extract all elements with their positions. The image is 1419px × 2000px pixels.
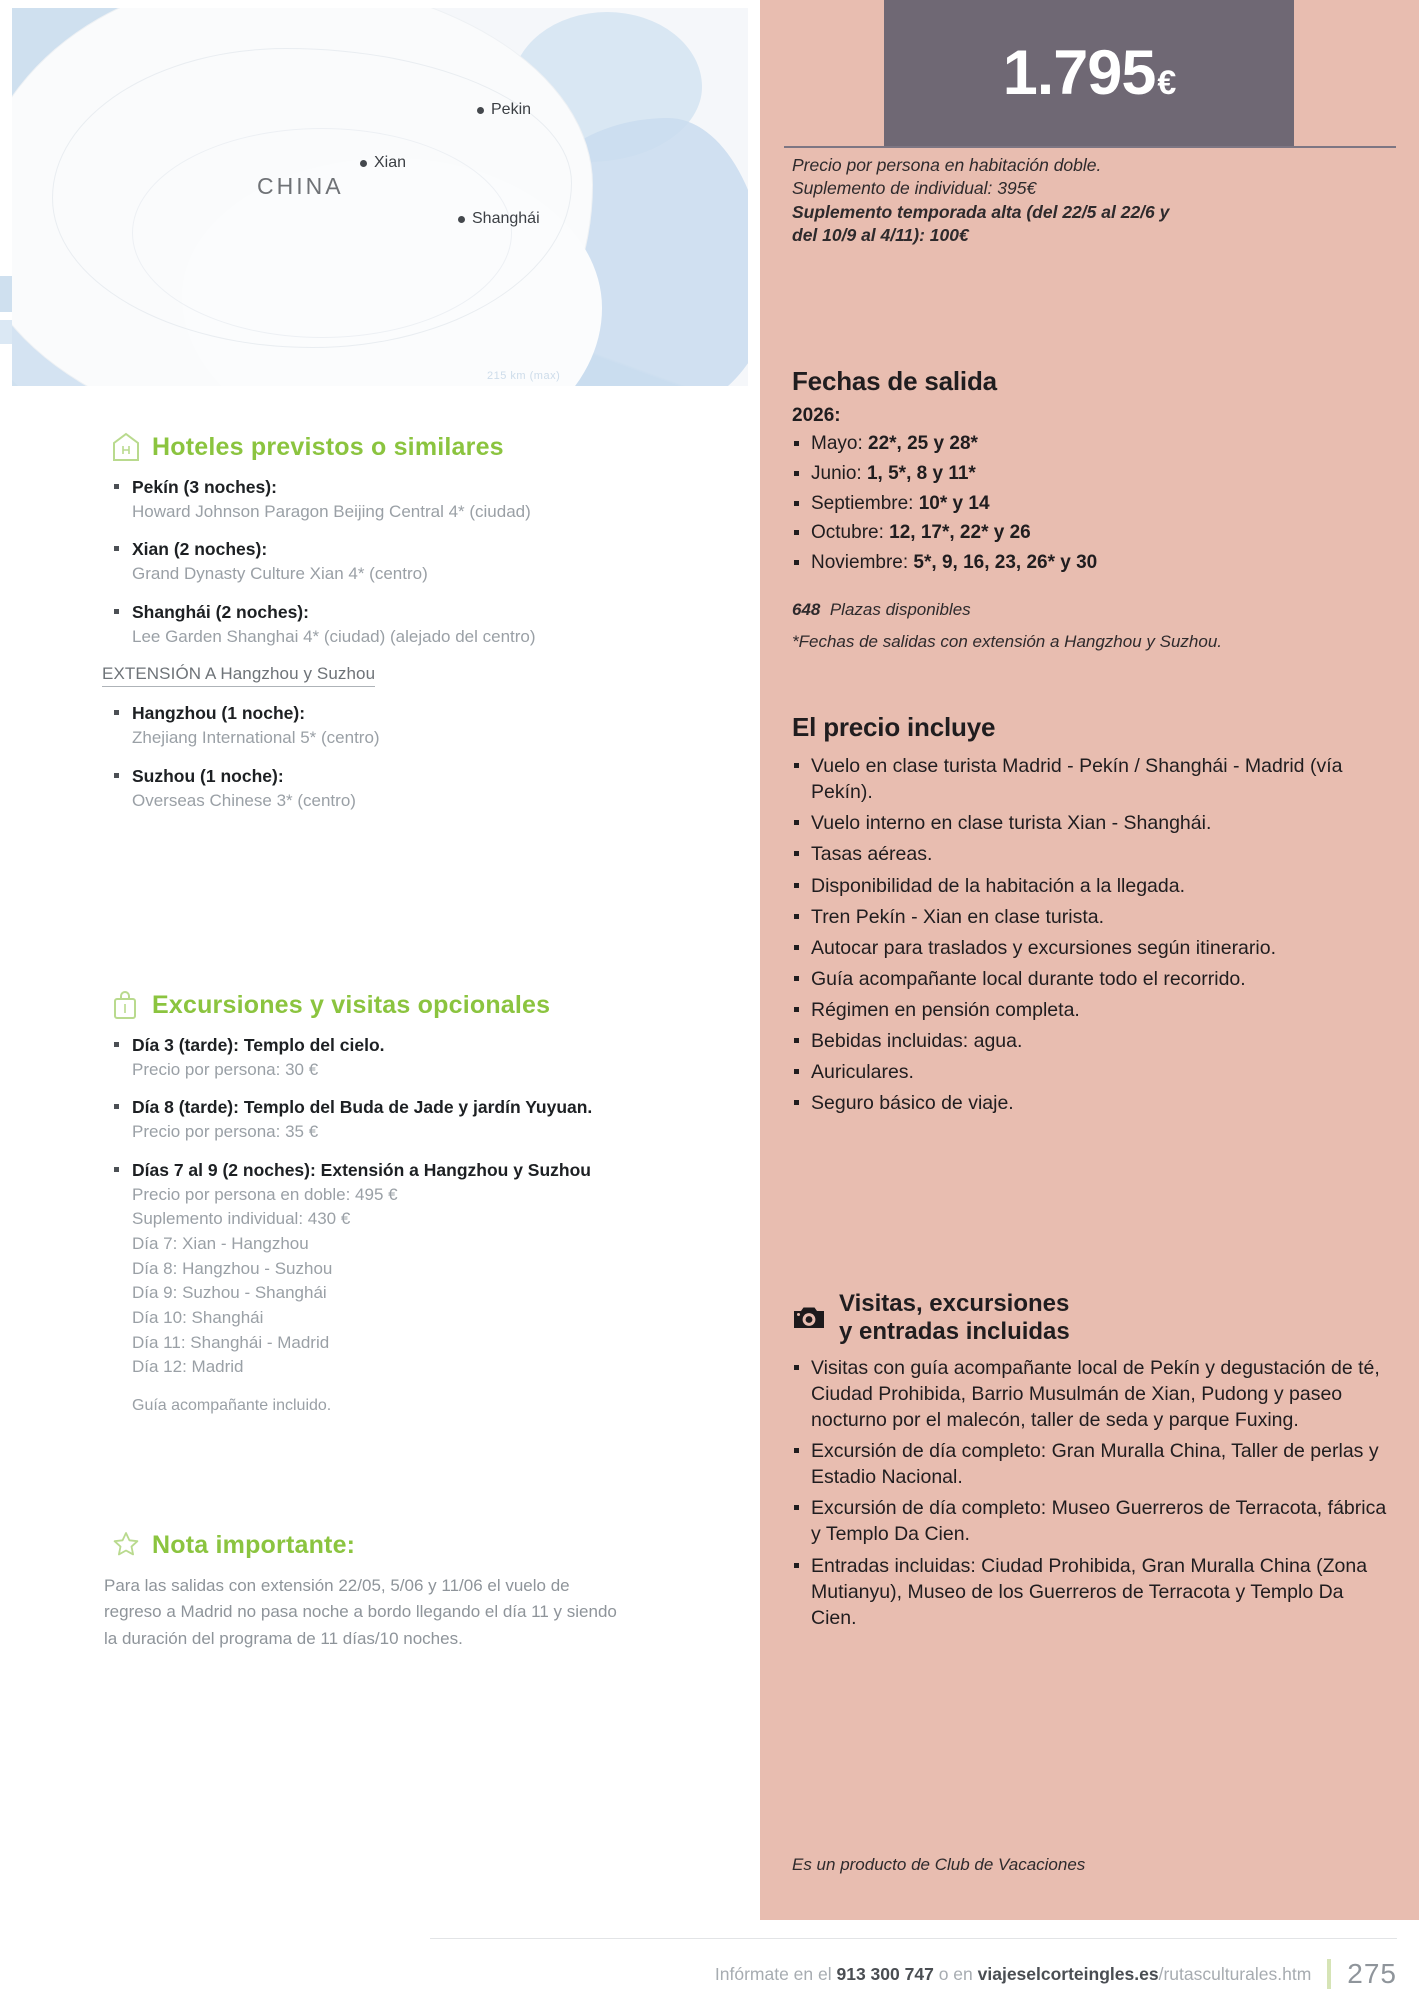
list-item: Régimen en pensión completa. bbox=[792, 997, 1392, 1023]
list-item bbox=[112, 1095, 712, 1144]
departures-year: 2026: bbox=[792, 405, 841, 426]
price-notes bbox=[792, 154, 1392, 247]
footer-divider bbox=[430, 1938, 1397, 1939]
departure-days: 12, 17*, 22* y 26 bbox=[889, 522, 1031, 544]
visits-heading-text bbox=[839, 1290, 1070, 1346]
excursions-heading bbox=[112, 990, 712, 1020]
visits-section bbox=[792, 1290, 1392, 1636]
list-item bbox=[112, 701, 712, 750]
right-column bbox=[760, 0, 1419, 1920]
price-divider bbox=[784, 146, 1396, 148]
price-amount bbox=[1002, 37, 1176, 108]
price-badge bbox=[884, 0, 1294, 146]
list-item bbox=[792, 550, 1392, 576]
price-value: 1.795 bbox=[1002, 37, 1156, 108]
excursions-heading-label: Excursiones y visitas opcionales bbox=[152, 990, 551, 1019]
list-item bbox=[112, 1033, 712, 1082]
hotels-extension-list bbox=[112, 701, 712, 813]
map-city-dot-icon bbox=[477, 107, 484, 114]
seats-number: 648 bbox=[792, 600, 821, 620]
note-body: Para las salidas con extensión 22/05, 5/06 y 11/06 el vuelo de regreso a Madrid no pasa noche a bordo llegando el día 11 y siendo la duración del programa de 11 días/10 noches. bbox=[104, 1576, 617, 1648]
excursion-extension-line: Día 10: Shanghái bbox=[132, 1308, 264, 1328]
note-heading bbox=[112, 1530, 712, 1560]
excursion-title: Día 8 (tarde): Templo del Buda de Jade y jardín Yuyuan. bbox=[132, 1097, 593, 1118]
excursion-extension-footnote: Guía acompañante incluido. bbox=[132, 1396, 332, 1414]
departures-heading: Fechas de salida bbox=[792, 366, 997, 396]
list-item: Seguro básico de viaje. bbox=[792, 1090, 1392, 1116]
list-item bbox=[112, 764, 712, 813]
list-item: Excursión de día completo: Gran Muralla China, Taller de perlas y Estadio Nacional. bbox=[792, 1438, 1392, 1490]
excursion-extension-line: Día 7: Xian - Hangzhou bbox=[132, 1234, 309, 1254]
product-provider-note: Es un producto de Club de Vacaciones bbox=[792, 1855, 1086, 1874]
departures-section bbox=[792, 366, 1392, 654]
hotel-name: Grand Dynasty Culture Xian 4* (centro) bbox=[132, 564, 428, 584]
map-scale-label: 215 km (max) bbox=[487, 370, 561, 382]
departure-month: Mayo: bbox=[811, 433, 869, 454]
map-city-pekin bbox=[477, 101, 531, 119]
seats-label: Plazas disponibles bbox=[829, 600, 971, 620]
list-item bbox=[112, 537, 712, 586]
extension-label: EXTENSIÓN A Hangzhou y Suzhou bbox=[102, 664, 375, 687]
seats-available bbox=[792, 598, 1392, 623]
footer-phone[interactable]: 913 300 747 bbox=[836, 1963, 934, 1984]
visits-list bbox=[792, 1355, 1392, 1631]
footer-middle: o en bbox=[933, 1963, 978, 1984]
hotel-name: Zhejiang International 5* (centro) bbox=[132, 728, 380, 748]
list-item: Bebidas incluidas: agua. bbox=[792, 1028, 1392, 1054]
excursion-extension-line: Día 12: Madrid bbox=[132, 1357, 244, 1377]
list-item bbox=[792, 520, 1392, 546]
hotel-name: Lee Garden Shanghai 4* (ciudad) (alejado del centro) bbox=[132, 626, 536, 646]
list-item: Vuelo en clase turista Madrid - Pekín / Shanghái - Madrid (vía Pekín). bbox=[792, 753, 1392, 805]
hotel-city: Hangzhou (1 noche): bbox=[132, 703, 306, 724]
map-city-dot-icon bbox=[360, 160, 367, 167]
visits-heading bbox=[792, 1290, 1392, 1346]
excursion-extension-line: Día 11: Shanghái - Madrid bbox=[132, 1332, 330, 1352]
footer-contact bbox=[715, 1964, 1311, 1985]
footer-separator bbox=[1327, 1959, 1331, 1989]
visits-heading-line1: Visitas, excursiones bbox=[839, 1290, 1070, 1317]
hotels-heading-label: Hoteles previstos o similares bbox=[152, 432, 504, 461]
departure-days: 10* y 14 bbox=[918, 492, 990, 514]
list-item: Tren Pekín - Xian en clase turista. bbox=[792, 904, 1392, 930]
excursion-extension-title: Días 7 al 9 (2 noches): Extensión a Hangzhou y Suzhou bbox=[132, 1159, 591, 1180]
list-item bbox=[792, 491, 1392, 517]
optional-excursions-section bbox=[112, 990, 712, 1430]
departure-month: Septiembre: bbox=[811, 492, 919, 514]
page-number: 275 bbox=[1347, 1958, 1397, 1989]
list-item: Tasas aéreas. bbox=[792, 841, 1392, 867]
list-item: Autocar para traslados y excursiones según itinerario. bbox=[792, 935, 1392, 961]
bag-icon bbox=[112, 990, 140, 1020]
hotel-city: Xian (2 noches): bbox=[132, 539, 268, 560]
departure-month: Junio: bbox=[811, 462, 867, 484]
price-note-line: Precio por persona en habitación doble. bbox=[792, 155, 1102, 175]
price-note-line: Suplemento de individual: 395€ bbox=[792, 178, 1037, 199]
excursion-price: Precio por persona: 30 € bbox=[132, 1059, 319, 1079]
excursion-price: Precio por persona: 35 € bbox=[132, 1122, 319, 1142]
footer-prefix: Infórmate en el bbox=[714, 1963, 837, 1984]
departures-asterisk-note: *Fechas de salidas con extensión a Hangzhou y Suzhou. bbox=[792, 631, 1222, 651]
hotels-list bbox=[112, 475, 712, 649]
visits-heading-line2: y entradas incluidas bbox=[839, 1317, 1070, 1345]
list-item bbox=[112, 600, 712, 649]
list-item: Disponibilidad de la habitación a la llegada. bbox=[792, 873, 1392, 899]
page-footer bbox=[0, 1948, 1419, 2000]
includes-list bbox=[792, 753, 1392, 1117]
china-map bbox=[12, 8, 748, 386]
star-icon bbox=[112, 1530, 140, 1560]
hotel-city: Suzhou (1 noche): bbox=[132, 765, 284, 786]
map-country-label: CHINA bbox=[257, 173, 344, 199]
includes-heading: El precio incluye bbox=[792, 712, 996, 742]
important-note-section bbox=[104, 1530, 712, 1652]
hotels-heading bbox=[112, 432, 712, 462]
map-city-label: Shanghái bbox=[472, 210, 540, 227]
includes-section bbox=[792, 712, 1392, 1122]
departure-days: 22*, 25 y 28* bbox=[868, 433, 978, 454]
excursion-extension-line: Suplemento individual: 430 € bbox=[132, 1209, 351, 1229]
list-item: Auriculares. bbox=[792, 1059, 1392, 1085]
list-item: Guía acompañante local durante todo el recorrido. bbox=[792, 966, 1392, 992]
list-item: Visitas con guía acompañante local de Pekín y degustación de té, Ciudad Prohibida, Barrio Musulmán de Xian, Pudong y paseo nocturno por el malecón, taller de seda y parque Fuxing. bbox=[792, 1355, 1392, 1433]
list-item bbox=[792, 461, 1392, 487]
price-note-line: del 10/9 al 4/11): 100€ bbox=[792, 224, 969, 245]
map-border-line bbox=[132, 128, 512, 338]
house-icon bbox=[112, 432, 140, 462]
price-currency: € bbox=[1157, 63, 1176, 102]
list-item bbox=[792, 431, 1392, 457]
departures-list bbox=[792, 431, 1392, 576]
excursion-extension-line: Precio por persona en doble: 495 € bbox=[132, 1184, 398, 1204]
map-city-dot-icon bbox=[458, 216, 465, 223]
camera-icon bbox=[792, 1304, 826, 1332]
footer-path[interactable]: /rutasculturales.htm bbox=[1158, 1963, 1312, 1984]
hotel-name: Howard Johnson Paragon Beijing Central 4* (ciudad) bbox=[132, 501, 531, 521]
map-city-label: Xian bbox=[374, 154, 407, 171]
note-heading-label: Nota importante: bbox=[152, 1530, 356, 1559]
hotel-city: Shanghái (2 noches): bbox=[132, 601, 309, 622]
excursion-title: Día 3 (tarde): Templo del cielo. bbox=[132, 1035, 385, 1055]
list-item bbox=[112, 1158, 712, 1417]
list-item: Entradas incluidas: Ciudad Prohibida, Gran Muralla China (Zona Mutianyu), Museo de los Guerreros de Terracota y Templo Da Cien. bbox=[792, 1553, 1392, 1631]
excursion-extension-line: Día 9: Suzhou - Shanghái bbox=[132, 1283, 327, 1303]
hotel-city: Pekín (3 noches): bbox=[132, 477, 277, 497]
departure-month: Noviembre: bbox=[811, 552, 914, 574]
hotel-name: Overseas Chinese 3* (centro) bbox=[132, 790, 356, 810]
departure-days: 5*, 9, 16, 23, 26* y 30 bbox=[913, 552, 1098, 574]
price-note-line: Suplemento temporada alta (del 22/5 al 22/6 y bbox=[792, 201, 1170, 222]
departure-month: Octubre: bbox=[811, 522, 890, 544]
optional-excursions-list bbox=[112, 1033, 712, 1417]
excursion-extension-line: Día 8: Hangzhou - Suzhou bbox=[132, 1258, 333, 1278]
hotels-section bbox=[102, 432, 712, 826]
list-item: Excursión de día completo: Museo Guerreros de Terracota, fábrica y Templo Da Cien. bbox=[792, 1495, 1392, 1547]
map-city-shanghai bbox=[458, 210, 540, 228]
footer-site[interactable]: viajeselcorteingles.es bbox=[977, 1963, 1159, 1984]
list-item bbox=[112, 475, 712, 524]
map-city-xian bbox=[360, 154, 406, 172]
map-city-label: Pekin bbox=[491, 101, 532, 118]
departure-days: 1, 5*, 8 y 11* bbox=[866, 462, 976, 484]
list-item: Vuelo interno en clase turista Xian - Shanghái. bbox=[792, 810, 1392, 836]
